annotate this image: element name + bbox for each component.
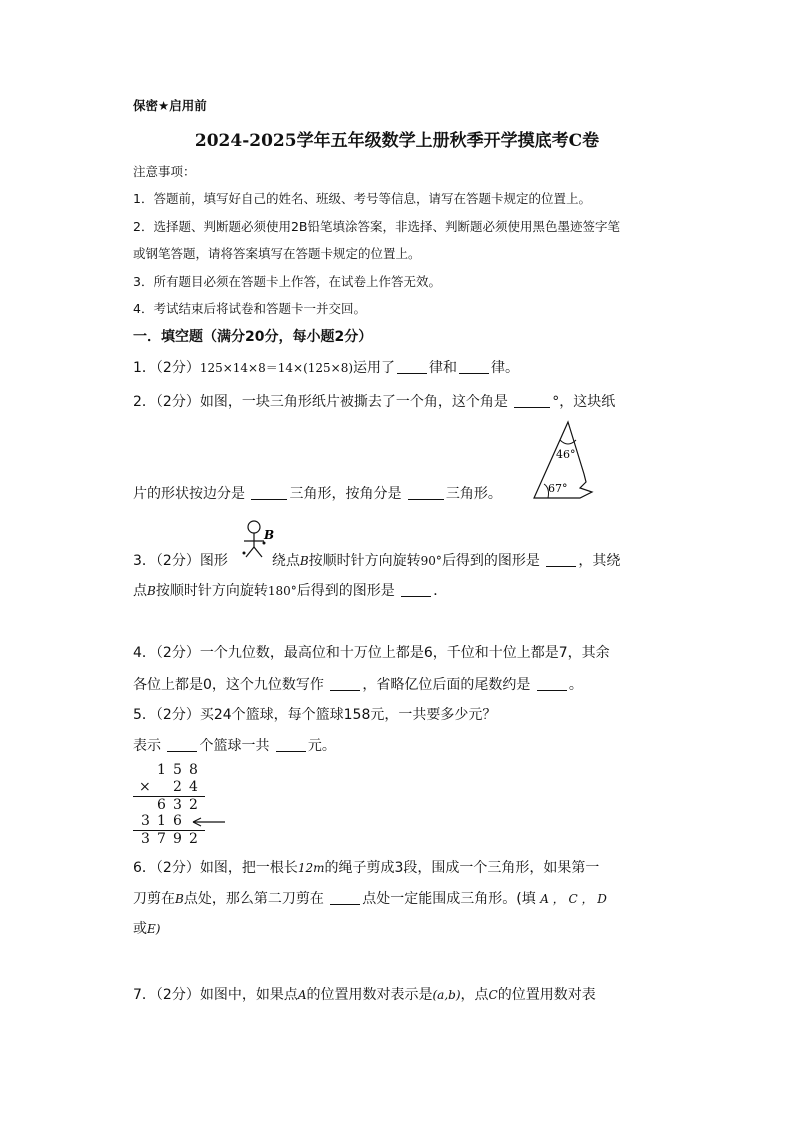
calc-row-multiplier xyxy=(133,779,213,797)
q1-expression: 125×14×8＝14×(125×8) xyxy=(199,361,354,375)
question-1 xyxy=(133,358,519,378)
question-6-line-1 xyxy=(133,858,599,878)
answer-blank xyxy=(397,359,427,374)
q2-prefix: 2．（2分）如图，一块三角形纸片被撕去了一个角，这个角是 xyxy=(133,394,508,410)
calc-row-product xyxy=(133,831,213,849)
q3-text-4: ，其绕 xyxy=(578,553,621,569)
calc-row-multiplicand xyxy=(133,762,213,780)
q3-line2-a: 点 xyxy=(133,583,147,599)
q1-prefix: 1．（2分） xyxy=(133,360,200,376)
q7-line1-c: ，点 xyxy=(460,987,489,1003)
torn-triangle-figure xyxy=(530,418,610,504)
section-heading: 一．填空题（满分20分，每小题2分） xyxy=(133,329,373,345)
digit: 1 xyxy=(157,813,166,829)
digit: 2 xyxy=(189,797,198,813)
q4-line2-b: ，省略亿位后面的尾数约是 xyxy=(362,677,531,693)
notice-heading: 注意事项： xyxy=(133,164,196,179)
digit: 8 xyxy=(189,762,198,778)
digit: 1 xyxy=(157,762,166,778)
answer-blank xyxy=(167,737,197,752)
answer-blank xyxy=(276,737,306,752)
q3-line2-d: ． xyxy=(433,583,448,599)
q1-text-2: 律和 xyxy=(429,360,458,376)
q3-var-b-2: B xyxy=(147,584,156,598)
digit: 3 xyxy=(141,813,150,829)
digit: 3 xyxy=(141,831,150,847)
question-3-line-1 xyxy=(133,551,620,571)
q5-line2-c: 元。 xyxy=(307,738,336,754)
answer-blank xyxy=(408,485,444,500)
q3-prefix: 3．（2分）图形 xyxy=(133,553,228,569)
question-4-line-2 xyxy=(133,675,583,695)
q4-line2-a: 各位上都是0，这个九位数写作 xyxy=(133,677,324,693)
answer-blank xyxy=(514,393,550,408)
q6-line1-a: 6．（2分）如图，把一根长 xyxy=(133,860,298,876)
question-6-line-3 xyxy=(133,919,160,939)
q3-line2-b: 按顺时针方向旋转 xyxy=(155,583,268,599)
figure-point-label: B xyxy=(264,528,275,542)
question-6-line-2 xyxy=(133,889,607,909)
digit: 9 xyxy=(173,831,182,847)
q6-point-b: B xyxy=(175,892,184,906)
notice-item-4: 4．考试结束后将试卷和答题卡一并交回。 xyxy=(133,301,366,316)
q3-line2-c: 后得到的图形是 xyxy=(296,583,395,599)
question-2-line-1 xyxy=(133,392,615,412)
digit: 4 xyxy=(189,779,198,795)
notice-item-2-cont: 或钢笔答题，请将答案填写在答题卡规定的位置上。 xyxy=(133,246,421,261)
question-3-line-2 xyxy=(133,581,447,601)
q7-point-c: C xyxy=(488,988,498,1002)
q7-line1-d: 的位置用数对表 xyxy=(497,987,596,1003)
answer-blank xyxy=(330,890,360,905)
digit: 2 xyxy=(189,831,198,847)
q3-text-2: 按顺时针方向旋转 xyxy=(308,553,421,569)
q6-option-e: E) xyxy=(147,922,161,936)
answer-blank xyxy=(546,552,576,567)
question-4-line-1: 4．（2分）一个九位数，最高位和十万位上都是6，千位和十位上都是7，其余 xyxy=(133,645,610,661)
answer-blank xyxy=(330,676,360,691)
question-7-line-1 xyxy=(133,985,596,1005)
q3-deg-180: 180° xyxy=(267,584,297,598)
answer-blank xyxy=(537,676,567,691)
q7-line1-b: 的位置用数对表示是 xyxy=(306,987,433,1003)
multiply-sign: × xyxy=(139,779,151,795)
answer-blank xyxy=(401,582,431,597)
digit: 6 xyxy=(157,797,166,813)
q3-text-3: 后得到的图形是 xyxy=(441,553,540,569)
q3-deg-90: 90° xyxy=(420,554,442,568)
digit: 3 xyxy=(173,797,182,813)
q6-line2-c: 点处一定能围成三角形。(填 xyxy=(362,891,536,907)
page-title: 2024-2025学年五年级数学上册秋季开学摸底考C卷 xyxy=(194,131,600,151)
notice-item-1: 1．答题前，填写好自己的姓名、班级、考号等信息，请写在答题卡规定的位置上。 xyxy=(133,191,591,206)
answer-blank xyxy=(251,485,287,500)
question-5-line-2 xyxy=(133,736,336,756)
q1-text-3: 律。 xyxy=(491,360,520,376)
secret-label: 保密★启用前 xyxy=(133,98,207,113)
notice-item-2: 2．选择题、判断题必须使用2B铅笔填涂答案，非选择、判断题必须使用黑色墨迹签字笔 xyxy=(133,219,620,234)
q2-line2-a: 片的形状按边分是 xyxy=(133,486,245,502)
q3-var-b: B xyxy=(299,554,309,568)
q7-pair: (a,b) xyxy=(432,988,461,1002)
q5-line2-a: 表示 xyxy=(133,738,161,754)
q6-length: 12m xyxy=(297,861,325,875)
digit: 5 xyxy=(173,762,182,778)
q6-line2-b: 点处，那么第二刀剪在 xyxy=(183,891,324,907)
notice-item-3: 3．所有题目必须在答题卡上作答，在试卷上作答无效。 xyxy=(133,274,441,289)
q6-options: A ， C ， D xyxy=(540,892,607,906)
digit: 6 xyxy=(173,813,182,829)
q3-text-1: 绕点 xyxy=(271,553,300,569)
q7-point-a: A xyxy=(297,988,307,1002)
digit: 7 xyxy=(157,831,166,847)
q6-line2-a: 刀剪在 xyxy=(133,891,175,907)
q6-line1-b: 的绳子剪成3段，围成一个三角形，如果第一 xyxy=(324,860,600,876)
question-5-line-1: 5．（2分）买24个篮球，每个篮球158元，一共要多少元？ xyxy=(133,707,497,723)
q2-line2-b: 三角形，按角分是 xyxy=(289,486,402,502)
q2-line2-c: 三角形。 xyxy=(445,486,502,502)
q2-text-1: °，这块纸 xyxy=(552,394,616,410)
q7-line1-a: 7．（2分）如图中，如果点 xyxy=(133,987,298,1003)
q5-line2-b: 个篮球一共 xyxy=(199,738,270,754)
answer-blank xyxy=(459,359,489,374)
q1-text-1: 运用了 xyxy=(353,360,396,376)
angle-label-left: 67° xyxy=(548,482,568,495)
q4-line2-c: 。 xyxy=(568,677,583,693)
q6-line3-a: 或 xyxy=(133,921,147,937)
digit: 2 xyxy=(173,779,182,795)
angle-label-top: 46° xyxy=(556,448,576,461)
question-2-line-2 xyxy=(133,484,502,504)
arrow-left-icon xyxy=(191,815,227,829)
